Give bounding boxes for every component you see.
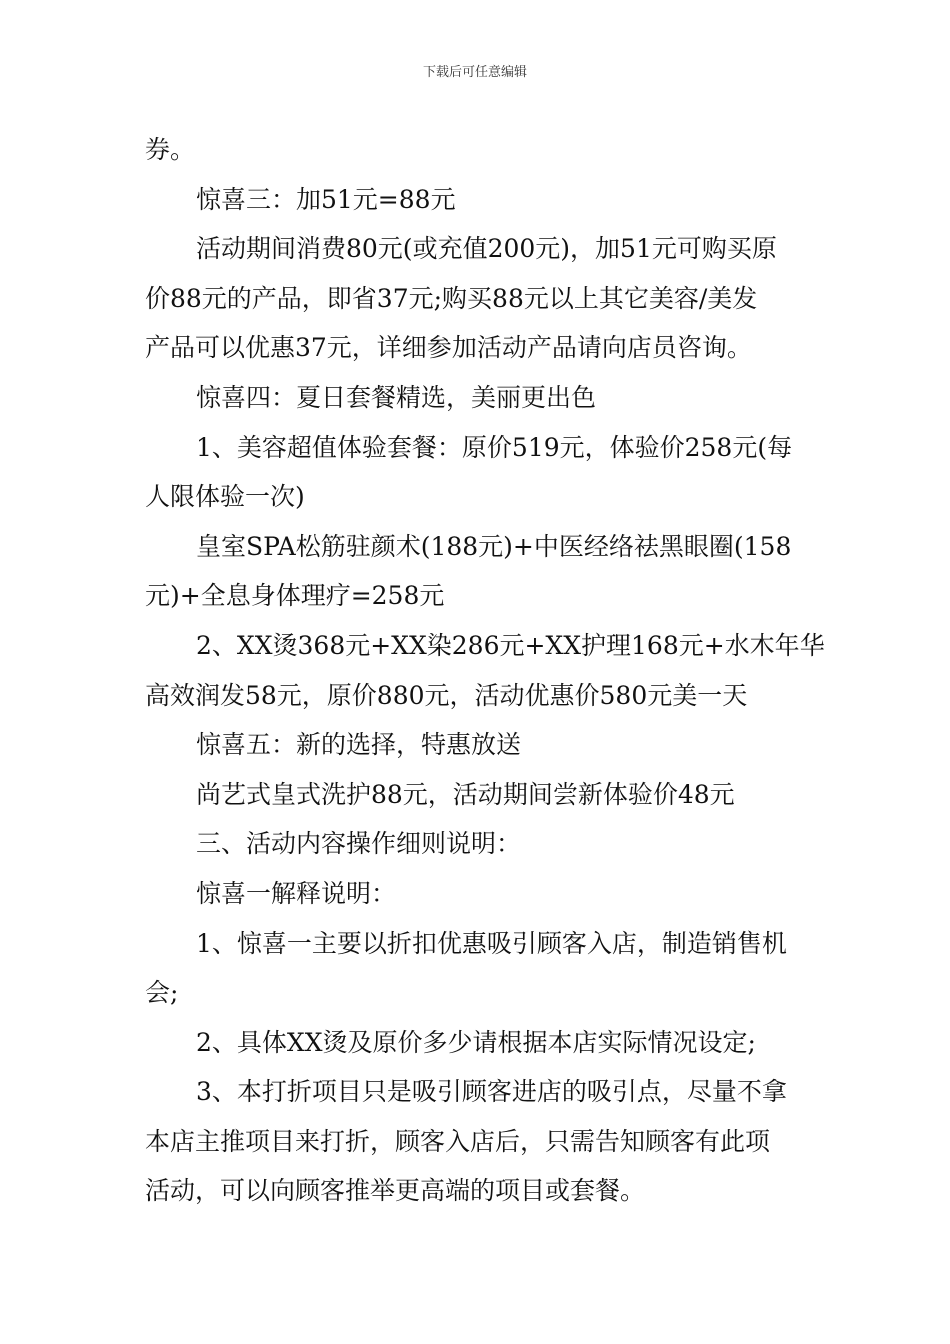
- page-header: 下载后可任意编辑: [422, 65, 527, 80]
- text-line: 3、本打折项目只是吸引顾客进店的吸引点，尽量不拿: [196, 1077, 787, 1107]
- text-line: 1、惊喜一主要以折扣优惠吸引顾客入店，制造销售机: [196, 928, 787, 958]
- text-line: 元)+全息身体理疗=258元: [145, 581, 445, 611]
- text-line: 惊喜五：新的选择，特惠放送: [196, 730, 522, 760]
- text-line: 本店主推项目来打折，顾客入店后，只需告知顾客有此项: [145, 1126, 771, 1156]
- text-line: 高效润发58元，原价880元，活动优惠价580元美一天: [145, 680, 748, 710]
- text-line: 会;: [145, 978, 179, 1008]
- text-line: 人限体验一次): [145, 482, 305, 512]
- text-line: 活动期间消费80元(或充值200元)，加51元可购买原: [196, 234, 777, 264]
- document-body: [145, 125, 825, 1216]
- text-line: 皇室SPA松筋驻颜术(188元)+中医经络祛黑眼圈(158: [196, 531, 792, 561]
- text-line: 价88元的产品，即省37元;购买88元以上其它美容/美发: [145, 283, 758, 313]
- text-line: 三、活动内容操作细则说明：: [196, 829, 522, 859]
- text-line: 2、XX烫368元+XX染286元+XX护理168元+水木年华: [196, 630, 825, 660]
- text-line: 惊喜一解释说明：: [196, 878, 397, 908]
- text-line: 惊喜四：夏日套餐精选，美丽更出色: [196, 382, 597, 412]
- text-line: 活动，可以向顾客推举更高端的项目或套餐。: [145, 1176, 646, 1206]
- text-line: 1、美容超值体验套餐：原价519元，体验价258元(每: [196, 432, 793, 462]
- text-line: 产品可以优惠37元，详细参加活动产品请向店员咨询。: [145, 333, 752, 363]
- text-line: 尚艺式皇式洗护88元，活动期间尝新体验价48元: [196, 779, 735, 809]
- text-line: 惊喜三：加51元=88元: [196, 184, 456, 214]
- text-line: 券。: [145, 135, 196, 164]
- text-line: 2、具体XX烫及原价多少请根据本店实际情况设定;: [196, 1027, 756, 1057]
